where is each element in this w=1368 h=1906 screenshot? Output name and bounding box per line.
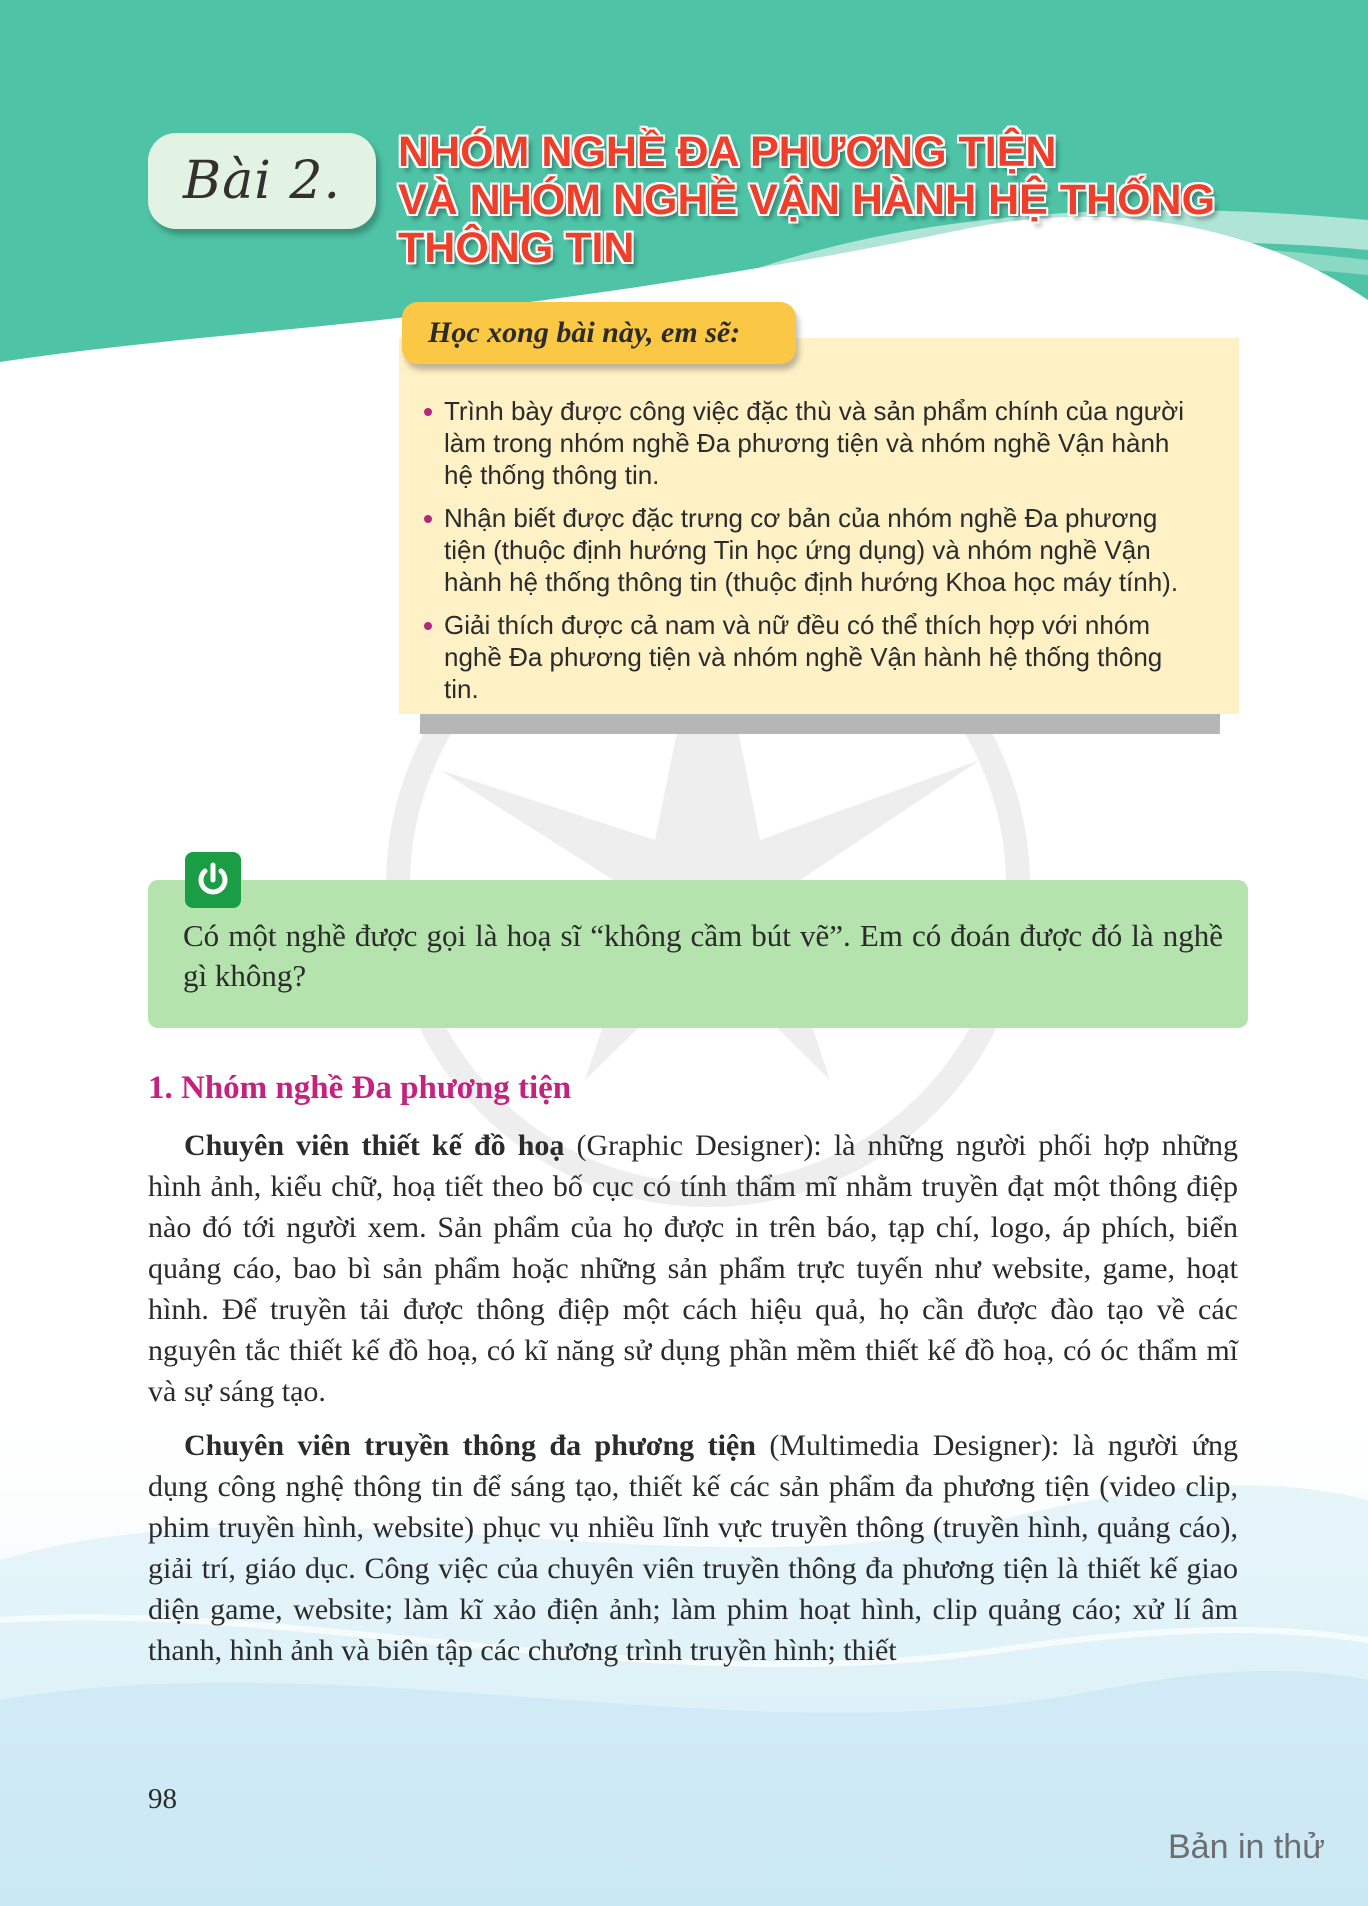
objective-item: Nhận biết được đặc trưng cơ bản của nhóm nghề Đa phương tiện (thuộc định hướng Tin học ứng dụng) và nhóm nghề Vận hành hệ thống thông tin (thuộc định hướng Khoa học máy tính). — [424, 502, 1204, 598]
lesson-number: Bài 2. — [183, 151, 341, 211]
objective-item: Trình bày được công việc đặc thù và sản phẩm chính của người làm trong nhóm nghề Đa phương tiện và nhóm nghề Vận hành hệ thống thông tin. — [424, 395, 1204, 491]
objectives-list — [424, 395, 1204, 716]
bullet-icon — [424, 622, 432, 630]
objectives-heading — [402, 302, 796, 364]
section-heading: 1. Nhóm nghề Đa phương tiện — [148, 1070, 572, 1106]
lesson-number-badge — [148, 133, 376, 229]
lesson-title-line-2: VÀ NHÓM NGHỀ VẬN HÀNH HỆ THỐNG — [398, 176, 1216, 224]
page-number: 98 — [148, 1783, 177, 1815]
power-icon — [185, 852, 241, 908]
warmup-question-text: Có một nghề được gọi là hoạ sĩ “không cầm bút vẽ”. Em có đoán được đó là nghề gì không? — [183, 918, 1223, 993]
objective-item: Giải thích được cả nam và nữ đều có thể thích hợp với nhóm nghề Đa phương tiện và nhóm nghề Vận hành hệ thống thông tin. — [424, 609, 1204, 705]
paragraph-graphic-designer: Chuyên viên thiết kế đồ hoạ (Graphic Designer): là những người phối hợp những hình ảnh, kiểu chữ, hoạ tiết theo bố cục có tính thẩm mĩ nhằm truyền đạt một thông điệp nào đó tới người xem. Sản phẩm của họ được in trên báo, tạp chí, logo, áp phích, biển quảng cáo, bao bì sản phẩm hoặc những sản phẩm trực tuyến như website, game, hoạt hình. Để truyền tải được thông điệp một cách hiệu quả, họ cần được đào tạo về các nguyên tắc thiết kế đồ hoạ, có kĩ năng sử dụng phần mềm thiết kế đồ hoạ, có óc thẩm mĩ và sự sáng tạo. — [148, 1129, 1238, 1408]
term-graphic-designer: Chuyên viên thiết kế đồ hoạ — [184, 1129, 565, 1162]
objectives-heading-text: Học xong bài này, em sẽ: — [428, 316, 741, 349]
paragraph-multimedia-designer: Chuyên viên truyền thông đa phương tiện (Multimedia Designer): là người ứng dụng công nghệ thông tin để sáng tạo, thiết kế các sản phẩm đa phương tiện (video clip, phim truyền hình, website) phục vụ nhiều lĩnh vực truyền thông (truyền hình, quảng cáo), giải trí, giáo dục. Công việc của chuyên viên truyền thông đa phương tiện là thiết kế giao diện game, website; làm kĩ xảo điện ảnh; làm phim hoạt hình, clip quảng cáo; xử lí âm thanh, hình ảnh và biên tập các chương trình truyền hình; thiết — [148, 1429, 1238, 1667]
term-multimedia-designer: Chuyên viên truyền thông đa phương tiện — [184, 1429, 756, 1462]
bullet-icon — [424, 408, 432, 416]
lesson-title-line-3: THÔNG TIN — [398, 224, 635, 272]
lesson-title-line-1: NHÓM NGHỀ ĐA PHƯƠNG TIỆN — [398, 128, 1057, 176]
draft-label: Bản in thử — [1168, 1828, 1325, 1866]
lesson-title — [398, 128, 1298, 272]
bullet-icon — [424, 515, 432, 523]
